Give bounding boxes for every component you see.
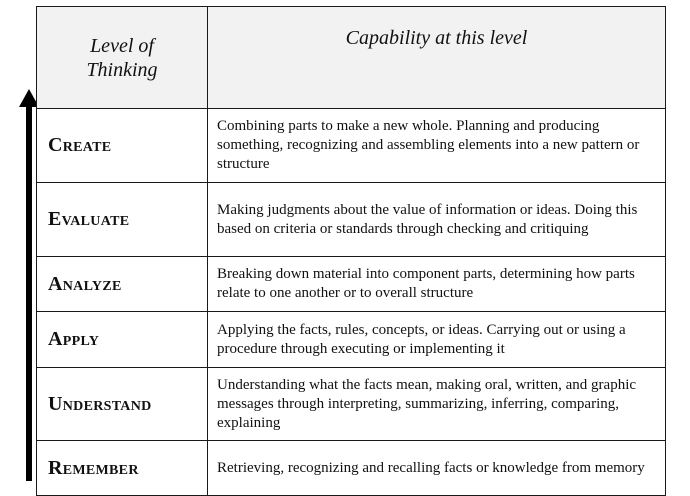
table-row	[37, 109, 666, 183]
table-row	[37, 441, 666, 496]
level-apply: Apply	[37, 312, 208, 368]
level-create: Create	[37, 109, 208, 183]
capability-analyze: Breaking down material into component parts, determining how parts relate to one another or to overall structure	[208, 257, 666, 312]
level-column-header: Level of Thinking	[37, 7, 208, 109]
header-row	[37, 7, 666, 109]
table-row	[37, 312, 666, 368]
table-row	[37, 183, 666, 257]
bloom-taxonomy-table	[36, 6, 666, 496]
capability-apply: Applying the facts, rules, concepts, or ideas. Carrying out or using a procedure through executing or implementing it	[208, 312, 666, 368]
level-understand: Understand	[37, 368, 208, 441]
table-row	[37, 257, 666, 312]
level-analyze: Analyze	[37, 257, 208, 312]
capability-evaluate: Making judgments about the value of information or ideas. Doing this based on criteria or standards through checking and critiquing	[208, 183, 666, 257]
table-row	[37, 368, 666, 441]
capability-column-header: Capability at this level	[208, 7, 666, 109]
capability-remember: Retrieving, recognizing and recalling facts or knowledge from memory	[208, 441, 666, 496]
level-evaluate: Evaluate	[37, 183, 208, 257]
capability-create: Combining parts to make a new whole. Planning and producing something, recognizing and assembling elements into a new pattern or structure	[208, 109, 666, 183]
capability-understand: Understanding what the facts mean, making oral, written, and graphic messages through interpreting, summarizing, inferring, comparing, explaining	[208, 368, 666, 441]
level-remember: Remember	[37, 441, 208, 496]
